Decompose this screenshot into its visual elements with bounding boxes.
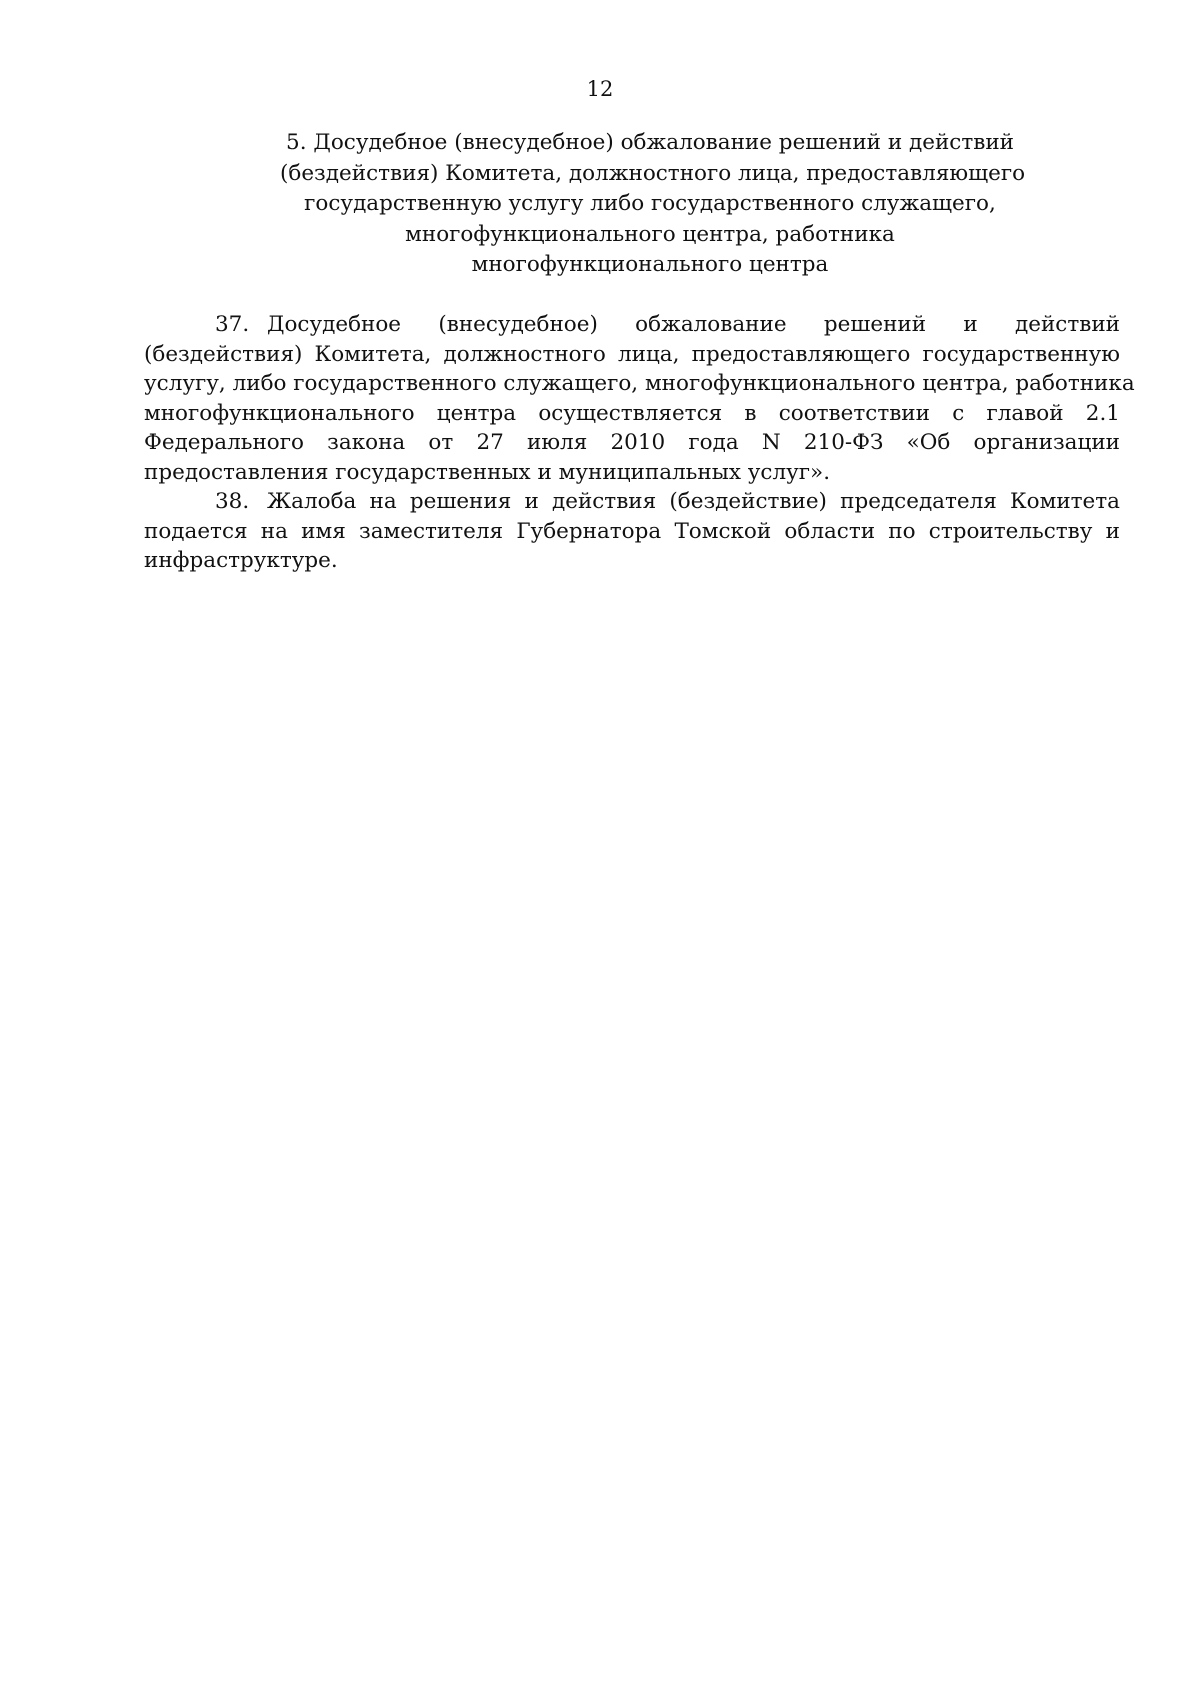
paragraph-line [144,310,1120,340]
paragraph-line: предоставления государственных и муниципальных услуг». [144,459,831,485]
paragraph-line: подается на имя заместителя Губернатора Томской области по строительству и [144,518,1120,544]
paragraph-line: Федерального закона от 27 июля 2010 года N 210-ФЗ «Об организации [144,430,1120,455]
section-heading-line: (бездействия) Комитета, должностного лица, предоставляющего [280,160,1026,186]
paragraph-number: 38. [215,489,250,514]
section-heading [280,128,1026,281]
body-text [144,310,1135,576]
paragraph-line-text: Досудебное (внесудебное) обжалование решений и действий [267,312,1120,337]
section-heading-line: многофункционального центра [471,252,829,277]
section-heading-line: государственную услугу либо государственного служащего, [304,191,996,216]
paragraph-line: (бездействия) Комитета, должностного лица, предоставляющего государственную [144,341,1120,367]
paragraph-38 [144,487,1120,576]
paragraph-line-text: Жалоба на решения и действия (бездействие) председателя Комитета [267,489,1120,514]
paragraph-line: услугу, либо государственного служащего, многофункционального центра, работника [144,371,1135,396]
paragraph-line [144,487,1120,517]
paragraph-line: многофункционального центра осуществляется в соответствии с главой 2.1 [144,400,1120,426]
page-number: 12 [586,77,614,101]
paragraph-37 [144,310,1135,487]
paragraph-number: 37. [215,312,250,337]
section-heading-line: многофункционального центра, работника [405,221,895,247]
paragraph-line: инфраструктуре. [144,548,338,573]
section-heading-line: 5. Досудебное (внесудебное) обжалование решений и действий [286,130,1014,155]
